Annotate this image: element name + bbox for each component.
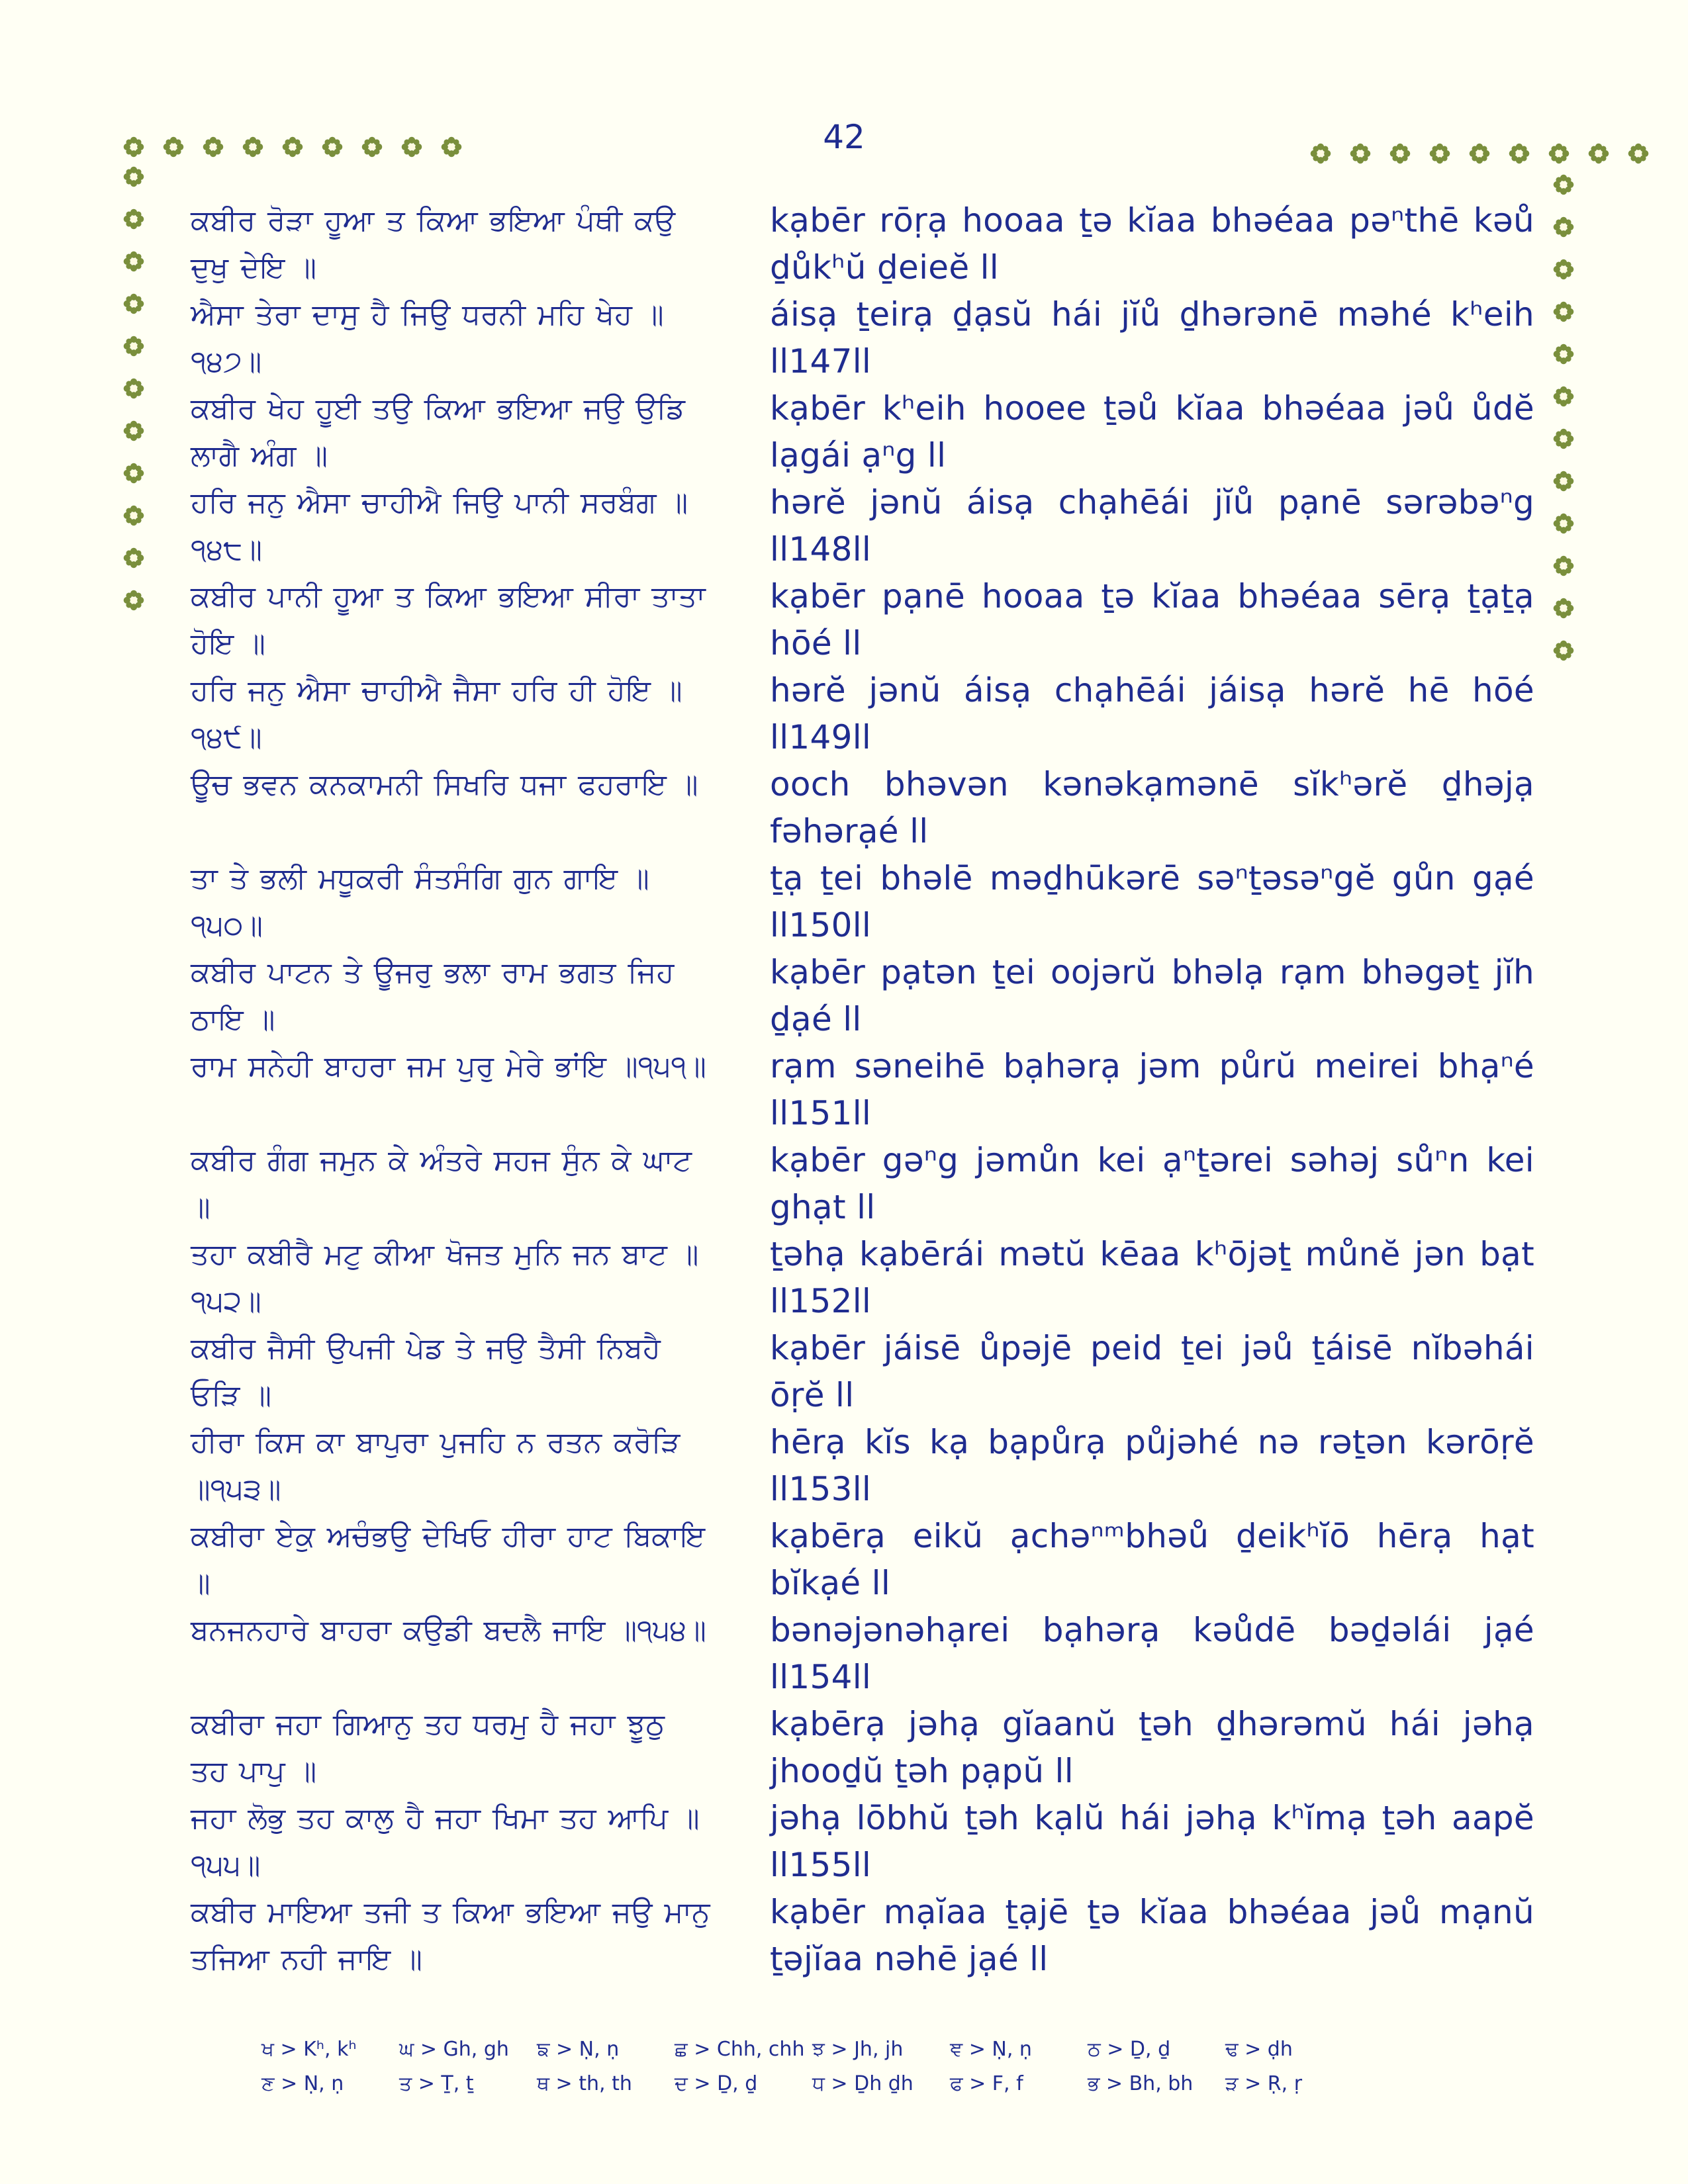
- flower-icon: [1552, 639, 1575, 662]
- gurmukhi-line: ਤਾ ਤੇ ਭਲੀ ਮਧੂਕਰੀ ਸੰਤਸੰਗਿ ਗੁਨ ਗਾਇ ॥੧੫੦॥: [191, 862, 649, 942]
- verse-row: [191, 1325, 1534, 1419]
- verse-row: [191, 1513, 1534, 1607]
- flower-icon: [1389, 142, 1411, 165]
- flower-icon: [122, 589, 145, 612]
- right-flower-border: [1552, 173, 1575, 662]
- page-number: 42: [823, 118, 865, 156]
- flower-icon: [162, 136, 185, 158]
- verse-row: [191, 1137, 1534, 1231]
- gurmukhi-line: ਕਬੀਰ ਮਾਇਆ ਤਜੀ ਤ ਕਿਆ ਭਇਆ ਜਉ ਮਾਨੁ ਤਜਿਆ ਨਹੀ ਜਾਇ ॥: [191, 1895, 710, 1976]
- legend-item: ਛ > Chh, chh: [675, 2037, 805, 2061]
- legend-item: ਤ > Ṯ, ṯ: [399, 2071, 474, 2095]
- verse-row: [191, 1701, 1534, 1795]
- verse-row: [191, 1889, 1534, 1983]
- verse-row: [191, 1795, 1534, 1889]
- flower-icon: [1552, 555, 1575, 577]
- transliteration-line: kạbēr mạĭaa ṯạjē ṯə kĭaa bhəéaa jəů mạnŭ ṯəjĭaa nəhē jạé ll: [770, 1893, 1534, 1978]
- flower-icon: [122, 165, 145, 188]
- verse-row: [191, 291, 1534, 385]
- flower-icon: [122, 377, 145, 400]
- transliteration-line: kạbērạ jəhạ gĭaanŭ ṯəh ḏhərəmŭ hái jəhạ jhooḏŭ ṯəh pạpŭ ll: [770, 1705, 1534, 1790]
- transliteration-line: hərĕ jənŭ áisạ chạhēái jáisạ hərĕ hē hōé ll149ll: [770, 671, 1534, 756]
- gurmukhi-line: ਰਾਮ ਸਨੇਹੀ ਬਾਹਰਾ ਜਮ ਪੁਰੁ ਮੇਰੇ ਭਾਂਇ ॥੧੫੧॥: [191, 1050, 706, 1083]
- flower-icon: [361, 136, 383, 158]
- flower-icon: [1552, 258, 1575, 281]
- transliteration-line: áisạ ṯeirạ ḏạsŭ hái jĭů ḏhərənē məhé kʰeih ll147ll: [770, 295, 1534, 381]
- top-right-flower-border: [1309, 142, 1650, 165]
- flower-icon: [202, 136, 224, 158]
- legend-item: ਢ > ḍh: [1225, 2037, 1293, 2061]
- verse-row: [191, 855, 1534, 949]
- flower-icon: [1429, 142, 1451, 165]
- gurmukhi-line: ਹਰਿ ਜਨੁ ਐਸਾ ਚਾਹੀਐ ਜਿਉ ਪਾਨੀ ਸਰਬੰਗ ॥੧੪੮॥: [191, 486, 688, 567]
- flower-icon: [122, 420, 145, 442]
- flower-icon: [122, 335, 145, 357]
- verse-row: [191, 1419, 1534, 1513]
- transliteration-line: kạbēr gəⁿg jəmůn kei ạⁿṯərei səhəj sůⁿn kei ghạt ll: [770, 1141, 1534, 1226]
- legend-item: ਝ > Jh, jh: [812, 2037, 904, 2061]
- flower-icon: [1552, 385, 1575, 408]
- gurmukhi-line: ਹਰਿ ਜਨੁ ਐਸਾ ਚਾਹੀਐ ਜੈਸਾ ਹਰਿ ਹੀ ਹੋਇ ॥੧੪੯॥: [191, 674, 682, 754]
- flower-icon: [1552, 470, 1575, 492]
- flower-icon: [1552, 343, 1575, 365]
- legend-item: ਦ > Ḏ, ḏ: [675, 2071, 758, 2095]
- legend-item: ਙ > Ṇ, ṇ: [537, 2037, 620, 2061]
- verse-row: [191, 1231, 1534, 1325]
- flower-icon: [1309, 142, 1332, 165]
- transliteration-line: jəhạ lōbhŭ ṯəh kạlŭ hái jəhạ kʰĭmạ ṯəh aapĕ ll155ll: [770, 1799, 1534, 1884]
- transliteration-legend: [261, 2032, 1453, 2101]
- flower-icon: [1548, 142, 1570, 165]
- flower-icon: [1552, 428, 1575, 450]
- gurmukhi-line: ਬਨਜਨਹਾਰੇ ਬਾਹਰਾ ਕਉਡੀ ਬਦਲੈ ਜਾਇ ॥੧੫੪॥: [191, 1614, 706, 1647]
- transliteration-line: kạbēr jáisē ůpəjē peid ṯei jəů ṯáisē nĭbəhái ōṛĕ ll: [770, 1329, 1534, 1414]
- legend-item: ਠ > Ḏ, ḏ: [1088, 2037, 1171, 2061]
- gurmukhi-line: ਕਬੀਰ ਗੰਗ ਜਮੁਨ ਕੇ ਅੰਤਰੇ ਸਹਜ ਸੁੰਨ ਕੇ ਘਾਟ ॥: [191, 1144, 692, 1224]
- transliteration-line: kạbēr pạtən ṯei oojərŭ bhəlạ rạm bhəgəṯ jĭh ḏạé ll: [770, 953, 1534, 1038]
- flower-icon: [1627, 142, 1650, 165]
- flower-icon: [122, 504, 145, 527]
- top-left-flower-border: [122, 136, 463, 158]
- verse-row: [191, 667, 1534, 761]
- legend-item: ਣ > Ṇ, ṇ: [261, 2071, 344, 2095]
- transliteration-line: kạbēr kʰeih hooee ṯəů kĭaa bhəéaa jəů ůdĕ lạgái ạⁿg ll: [770, 389, 1534, 475]
- flower-icon: [281, 136, 304, 158]
- verse-row: [191, 479, 1534, 573]
- transliteration-line: kạbēr rōṛạ hooaa ṯə kĭaa bhəéaa pəⁿthē kəů ḏůkʰŭ ḏeieĕ ll: [770, 201, 1534, 287]
- verse-row: [191, 949, 1534, 1043]
- flower-icon: [321, 136, 344, 158]
- flower-icon: [1552, 173, 1575, 196]
- legend-item: ਘ > Gh, gh: [399, 2037, 509, 2061]
- transliteration-line: bənəjənəhạrei bạhərạ kəůdē bəḏəlái jạé ll154ll: [770, 1611, 1534, 1696]
- transliteration-line: hērạ kĭs kạ bạpůrạ půjəhé nə rəṯən kərōṛĕ ll153ll: [770, 1423, 1534, 1508]
- legend-item: ਫ > F, f: [950, 2071, 1023, 2095]
- gurmukhi-line: ਕਬੀਰਾ ਏਕੁ ਅਚੰਭਉ ਦੇਖਿਓ ਹੀਰਾ ਹਾਟ ਬਿਕਾਇ ॥: [191, 1520, 706, 1600]
- verse-row: [191, 1607, 1534, 1701]
- flower-icon: [122, 293, 145, 315]
- gurmukhi-line: ਕਬੀਰਾ ਜਹਾ ਗਿਆਨੁ ਤਹ ਧਰਮੁ ਹੈ ਜਹਾ ਝੂਠੁ ਤਹ ਪਾਪੁ ॥: [191, 1707, 665, 1788]
- transliteration-line: rạm səneihē bạhərạ jəm půrŭ meirei bhạⁿé ll151ll: [770, 1047, 1534, 1132]
- legend-row: [261, 2066, 1453, 2101]
- flower-icon: [1508, 142, 1530, 165]
- flower-icon: [400, 136, 423, 158]
- gurmukhi-line: ਹੀਰਾ ਕਿਸ ਕਾ ਬਾਪੁਰਾ ਪੁਜਹਿ ਨ ਰਤਨ ਕਰੋੜਿ ॥੧੫੩॥: [191, 1426, 680, 1506]
- verse-row: [191, 385, 1534, 479]
- gurmukhi-line: ਜਹਾ ਲੋਭੁ ਤਹ ਕਾਲੁ ਹੈ ਜਹਾ ਖਿਮਾ ਤਹ ਆਪਿ ॥੧੫੫॥: [191, 1801, 700, 1882]
- gurmukhi-line: ਕਬੀਰ ਜੈਸੀ ਉਪਜੀ ਪੇਡ ਤੇ ਜਉ ਤੈਸੀ ਨਿਬਹੈ ਓੜਿ ॥: [191, 1332, 661, 1412]
- flower-icon: [122, 547, 145, 569]
- legend-item: ਥ > th, th: [537, 2071, 632, 2095]
- flower-icon: [122, 208, 145, 230]
- legend-item: ਧ > Ḏh ḏh: [812, 2071, 914, 2095]
- transliteration-line: hərĕ jənŭ áisạ chạhēái jĭů pạnē sərəbəⁿg ll148ll: [770, 483, 1534, 569]
- transliteration-line: kạbērạ eikŭ ạchəⁿᵐbhəů ḏeikʰĭō hērạ hạt bĭkạé ll: [770, 1517, 1534, 1602]
- gurmukhi-line: ਕਬੀਰ ਪਾਨੀ ਹੂਆ ਤ ਕਿਆ ਭਇਆ ਸੀਰਾ ਤਾਤਾ ਹੋਇ ॥: [191, 580, 706, 660]
- flower-icon: [1552, 512, 1575, 535]
- flower-icon: [122, 136, 145, 158]
- flower-icon: [122, 250, 145, 273]
- transliteration-line: ṯəhạ kạbērái mətŭ kēaa kʰōjəṯ můnĕ jən bạt ll152ll: [770, 1235, 1534, 1320]
- transliteration-line: kạbēr pạnē hooaa ṯə kĭaa bhəéaa sērạ ṯạṯạ hōé ll: [770, 577, 1534, 662]
- flower-icon: [440, 136, 463, 158]
- flower-icon: [1587, 142, 1610, 165]
- flower-icon: [1552, 216, 1575, 238]
- legend-row: [261, 2032, 1453, 2066]
- flower-icon: [1552, 597, 1575, 619]
- verse-row: [191, 761, 1534, 855]
- flower-icon: [1468, 142, 1491, 165]
- flower-icon: [122, 462, 145, 484]
- gurmukhi-line: ਊਚ ਭਵਨ ਕਨਕਾਮਨੀ ਸਿਖਰਿ ਧਜਾ ਫਹਰਾਇ ॥: [191, 768, 698, 801]
- gurmukhi-line: ਐਸਾ ਤੇਰਾ ਦਾਸੁ ਹੈ ਜਿਉ ਧਰਨੀ ਮਹਿ ਖੇਹ ॥੧੪੭॥: [191, 298, 664, 379]
- verse-row: [191, 573, 1534, 667]
- legend-item: ੜ > Ṛ, ṛ: [1225, 2071, 1303, 2095]
- flower-icon: [242, 136, 264, 158]
- legend-item: ਖ > Kʰ, kʰ: [261, 2037, 357, 2061]
- verse-list: [191, 197, 1534, 1983]
- gurmukhi-line: ਕਬੀਰ ਪਾਟਨ ਤੇ ਊਜਰੁ ਭਲਾ ਰਾਮ ਭਗਤ ਜਿਹ ਠਾਇ ॥: [191, 956, 675, 1036]
- flower-icon: [1552, 300, 1575, 323]
- transliteration-line: ṯạ ṯei bhəlē məḏhūkərē səⁿṯəsəⁿgĕ gůn gạé ll150ll: [770, 859, 1534, 944]
- gurmukhi-line: ਤਹਾ ਕਬੀਰੈ ਮਟੁ ਕੀਆ ਖੋਜਤ ਮੁਨਿ ਜਨ ਬਾਟ ॥੧੫੨॥: [191, 1238, 699, 1318]
- left-flower-border: [122, 165, 145, 612]
- verse-row: [191, 1043, 1534, 1137]
- gurmukhi-line: ਕਬੀਰ ਖੇਹ ਹੂਈ ਤਉ ਕਿਆ ਭਇਆ ਜਉ ਉਡਿ ਲਾਗੈ ਅੰਗ ॥: [191, 392, 685, 473]
- transliteration-line: ooch bhəvən kənəkạmənē sĭkʰərĕ ḏhəjạ fəhərạé ll: [770, 765, 1534, 850]
- gurmukhi-line: ਕਬੀਰ ਰੋੜਾ ਹੂਆ ਤ ਕਿਆ ਭਇਆ ਪੰਥੀ ਕਉ ਦੁਖੁ ਦੇਇ ॥: [191, 204, 676, 285]
- verse-row: [191, 197, 1534, 291]
- legend-item: ਭ > Bh, bh: [1088, 2071, 1194, 2095]
- legend-item: ਞ > Ṇ, ṇ: [950, 2037, 1032, 2061]
- flower-icon: [1349, 142, 1372, 165]
